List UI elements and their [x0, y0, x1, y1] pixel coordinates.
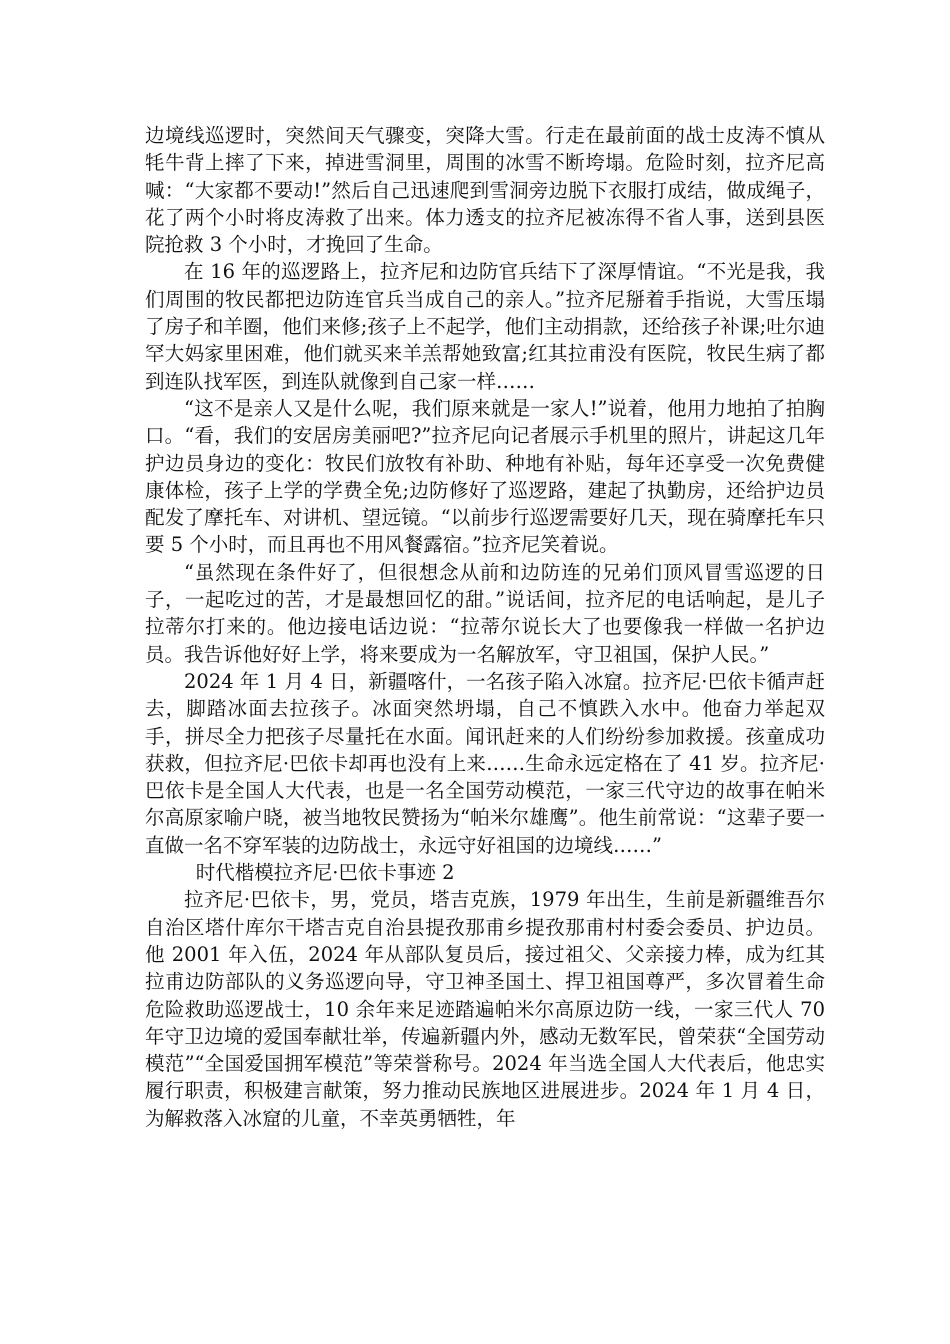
- paragraph-biography: 拉齐尼·巴依卡，男，党员，塔吉克族，1979 年出生，生前是新疆维吾尔自治区塔什库尔干塔吉克自治县提孜那甫乡提孜那甫村村委会委员、护边员。他 2001 年入伍，2024 年从部队复员后，接过祖父、父亲接力棒，成为红其拉甫边防部队的义务巡逻向导，守卫神圣国土、捍卫祖国尊严，多次冒着生命危险救助巡逻战士，10 余年来足迹踏遍帕米尔高原边防一线，一家三代人 70 年守卫边境的爱国奉献壮举，传遍新疆内外，感动无数军民，曾荣获“全国劳动模范”“全国爱国拥军模范”等荣誉称号。2024 年当选全国人大代表后，他忠实履行职责，积极建言献策，努力推动民族地区进展进步。2024 年 1 月 4 日，为解救落入冰窟的儿童，不幸英勇牺牲，年: [145, 888, 825, 1130]
- paragraph-sacrifice: 2024 年 1 月 4 日，新疆喀什，一名孩子陷入冰窟。拉齐尼·巴依卡循声赶去，脚踏冰面去拉孩子。冰面突然坍塌，自己不慎跌入水中。他奋力举起双手，拼尽全力把孩子尽量托在水面。闻讯赶来的人们纷纷参加救援。孩童成功获救，但拉齐尼·巴依卡却再也没有上来……生命永远定格在了 41 岁。拉齐尼·巴依卡是全国人大代表，也是一名全国劳动模范，一家三代守边的故事在帕米尔高原家喻户晓，被当地牧民赞扬为“帕米尔雄鹰”。他生前常说：“这辈子要一直做一名不穿军装的边防战士，永远守好祖国的边境线……”: [145, 669, 825, 857]
- paragraph-memories: “虽然现在条件好了，但很想念从前和边防连的兄弟们顶风冒雪巡逻的日子，一起吃过的苦，才是最想回忆的甜。”说话间，拉齐尼的电话响起，是儿子拉蒂尔打来的。他边接电话边说：“拉蒂尔说长大了也要像我一样做一名护边员。我告诉他好好上学，将来要成为一名解放军，守卫祖国，保护人民。”: [145, 560, 825, 666]
- paragraph-continuation: 边境线巡逻时，突然间天气骤变，突降大雪。行走在最前面的战士皮涛不慎从牦牛背上摔了下来，掉进雪洞里，周围的冰雪不断垮塌。危险时刻，拉齐尼高喊：“大家都不要动!”然后自己迅速爬到雪洞旁边脱下衣服打成结，做成绳子，花了两个小时将皮涛救了出来。体力透支的拉齐尼被冻得不省人事，送到县医院抢救 3 个小时，才挽回了生命。: [145, 124, 825, 257]
- section-heading: 时代楷模拉齐尼·巴依卡事迹 2: [195, 861, 455, 885]
- paragraph-friendship: 在 16 年的巡逻路上，拉齐尼和边防官兵结下了深厚情谊。“不光是我，我们周围的牧民都把边防连官兵当成自己的亲人。”拉齐尼掰着手指说，大雪压塌了房子和羊圈，他们来修;孩子上不起学，他们主动捐款，还给孩子补课;吐尔迪罕大妈家里困难，他们就买来羊羔帮她致富;红其拉甫没有医院，牧民生病了都到连队找军医，到连队就像到自己家一样……: [145, 260, 825, 393]
- document-page: [145, 122, 825, 1132]
- paragraph-family: “这不是亲人又是什么呢，我们原来就是一家人!”说着，他用力地拍了拍胸口。“看，我们的安居房美丽吧?”拉齐尼向记者展示手机里的照片，讲起这几年护边员身边的变化：牧民们放牧有补助、种地有补贴，每年还享受一次免费健康体检，孩子上学的学费全免;边防修好了巡逻路，建起了执勤房，还给护边员配发了摩托车、对讲机、望远镜。“以前步行巡逻需要好几天，现在骑摩托车只要 5 个小时，而且再也不用风餐露宿。”拉齐尼笑着说。: [145, 396, 825, 557]
